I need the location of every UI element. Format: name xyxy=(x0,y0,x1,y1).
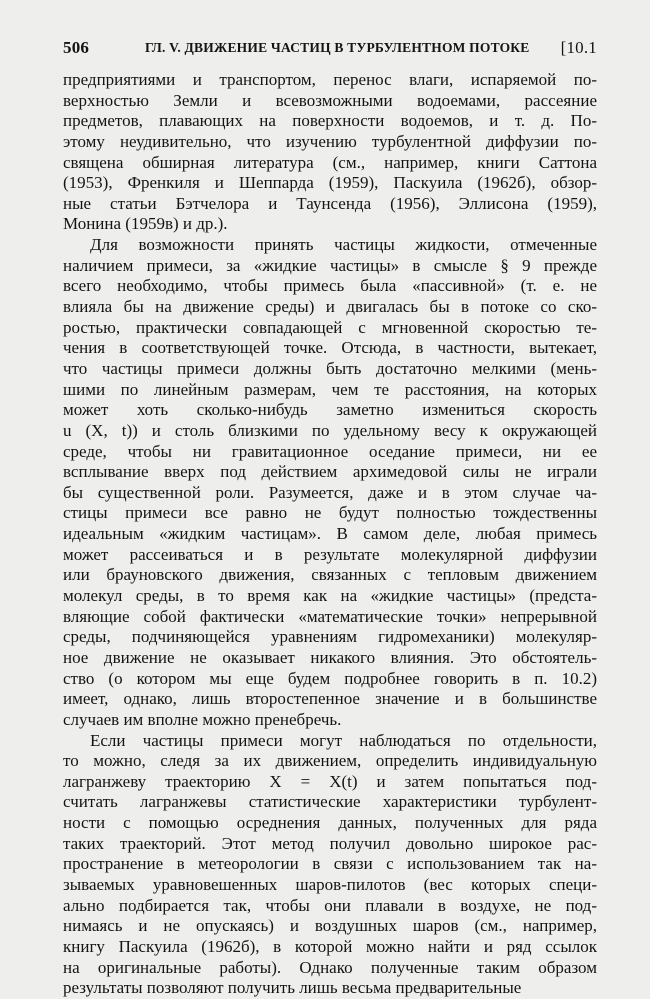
text-line: ально подбирается так, чтобы они плавали в воздухе, не под- xyxy=(63,895,597,915)
text-line: u (X, t)) и столь близкими по удельному весу к окружающей xyxy=(63,420,597,440)
text-line: среды, подчиняющейся уравнениям гидромеханики) молекуляр- xyxy=(63,627,597,647)
page-number: 506 xyxy=(63,38,90,57)
text-line: молекул среды, в то время как на «жидкие частицы» (предста- xyxy=(63,586,597,606)
text-line: этому неудивительно, что изучению турбулентной диффузии по- xyxy=(63,131,597,151)
text-line: чения в соответствующей точке. Отсюда, в частности, вытекает, xyxy=(63,338,597,358)
text-line: может рассеиваться и в результате молекулярной диффузии xyxy=(63,544,597,564)
section-number: [10.1 xyxy=(560,38,597,57)
text-line: всего необходимо, чтобы примесь была «пассивной» (т. е. не xyxy=(63,276,597,296)
text-line: предприятиями и транспортом, перенос влаги, испаряемой по- xyxy=(63,70,597,89)
text-line: таких траекторий. Этот метод получил довольно широкое рас- xyxy=(63,833,597,853)
text-line: наличием примеси, за «жидкие частицы» в смысле § 9 прежде xyxy=(63,255,597,275)
text-line: случаев им вполне можно пренебречь. xyxy=(63,709,342,729)
text-line: имеет, однако, лишь второстепенное значение и в большинстве xyxy=(63,689,597,709)
text-line: лагранжеву траекторию X = X(t) и затем попытаться под- xyxy=(63,771,597,791)
text-line: (1953), Френкиля и Шеппарда (1959), Паскуила (1962б), обзор- xyxy=(63,173,597,193)
text-line: бы существенной роли. Разумеется, даже и в этом случае ча- xyxy=(63,482,597,502)
text-line: результаты позволяют получить лишь весьма предварительные xyxy=(63,978,522,998)
text-line: книгу Паскуила (1962б), в которой можно найти и ряд ссылок xyxy=(63,936,597,956)
text-line: ности с помощью осреднения данных, полученных для ряда xyxy=(63,813,597,833)
text-line: священа обширная литература (см., например, книги Саттона xyxy=(63,152,597,172)
book-page xyxy=(63,36,597,999)
paragraph xyxy=(63,731,597,999)
text-line: Для возможности принять частицы жидкости, отмеченные xyxy=(90,235,597,255)
text-line: что частицы примеси должны быть достаточно мелкими (мень- xyxy=(63,358,597,378)
text-line: то можно, следя за их движением, определить индивидуальную xyxy=(63,751,597,771)
text-line: ное движение не оказывает никакого влияния. Это обстоятель- xyxy=(63,647,597,667)
chapter-title: ГЛ. V. ДВИЖЕНИЕ ЧАСТИЦ В ТУРБУЛЕНТНОМ ПОТОКЕ xyxy=(145,40,530,55)
text-line: Если частицы примеси могут наблюдаться по отдельности, xyxy=(90,730,597,750)
text-line: может хоть сколько-нибудь заметно измениться скорость xyxy=(63,400,597,420)
text-line: считать лагранжевы статистические характеристики турбулент- xyxy=(63,792,597,812)
text-line: ство (о котором мы еще будем подробнее говорить в п. 10.2) xyxy=(63,668,597,688)
text-line: Монина (1959в) и др.). xyxy=(63,214,228,234)
text-line: влияла бы на движение среды) и двигалась бы в потоке со ско- xyxy=(63,297,597,317)
text-line: всплывание вверх под действием архимедовой силы не играли xyxy=(63,462,597,482)
paragraph xyxy=(63,70,597,235)
paragraph xyxy=(63,235,597,730)
text-line: вляющие собой фактически «математические точки» непрерывной xyxy=(63,606,597,626)
text-line: шими по линейным размерам, чем те расстояния, на которых xyxy=(63,379,597,399)
text-line: среде, чтобы ни гравитационное оседание примеси, ни ее xyxy=(63,441,597,461)
text-line: на оригинальные работы). Однако полученные таким образом xyxy=(63,957,597,977)
text-line: ные статьи Бэтчелора и Таунсенда (1956), Эллисона (1959), xyxy=(63,193,597,213)
text-line: ростью, практически совпадающей с мгновенной скоростью те- xyxy=(63,317,597,337)
text-line: или брауновского движения, связанных с тепловым движением xyxy=(63,565,597,585)
text-line: пространение в метеорологии в связи с использованием так на- xyxy=(63,854,597,874)
running-header xyxy=(63,36,597,60)
text-line: зываемых уравновешенных шаров-пилотов (вес которых специ- xyxy=(63,874,597,894)
text-line: стицы примеси все равно не будут полностью тождественны xyxy=(63,503,597,523)
page-body xyxy=(63,70,597,999)
text-line: идеальным «жидким частицам». В самом деле, любая примесь xyxy=(63,524,597,544)
text-line: верхностью Земли и всевозможными водоемами, рассеяние xyxy=(63,90,597,110)
text-line: предметов, плавающих на поверхности водоемов, и т. д. По- xyxy=(63,111,597,131)
text-line: нимаясь и не опускаясь) и воздушных шаров (см., например, xyxy=(63,916,597,936)
